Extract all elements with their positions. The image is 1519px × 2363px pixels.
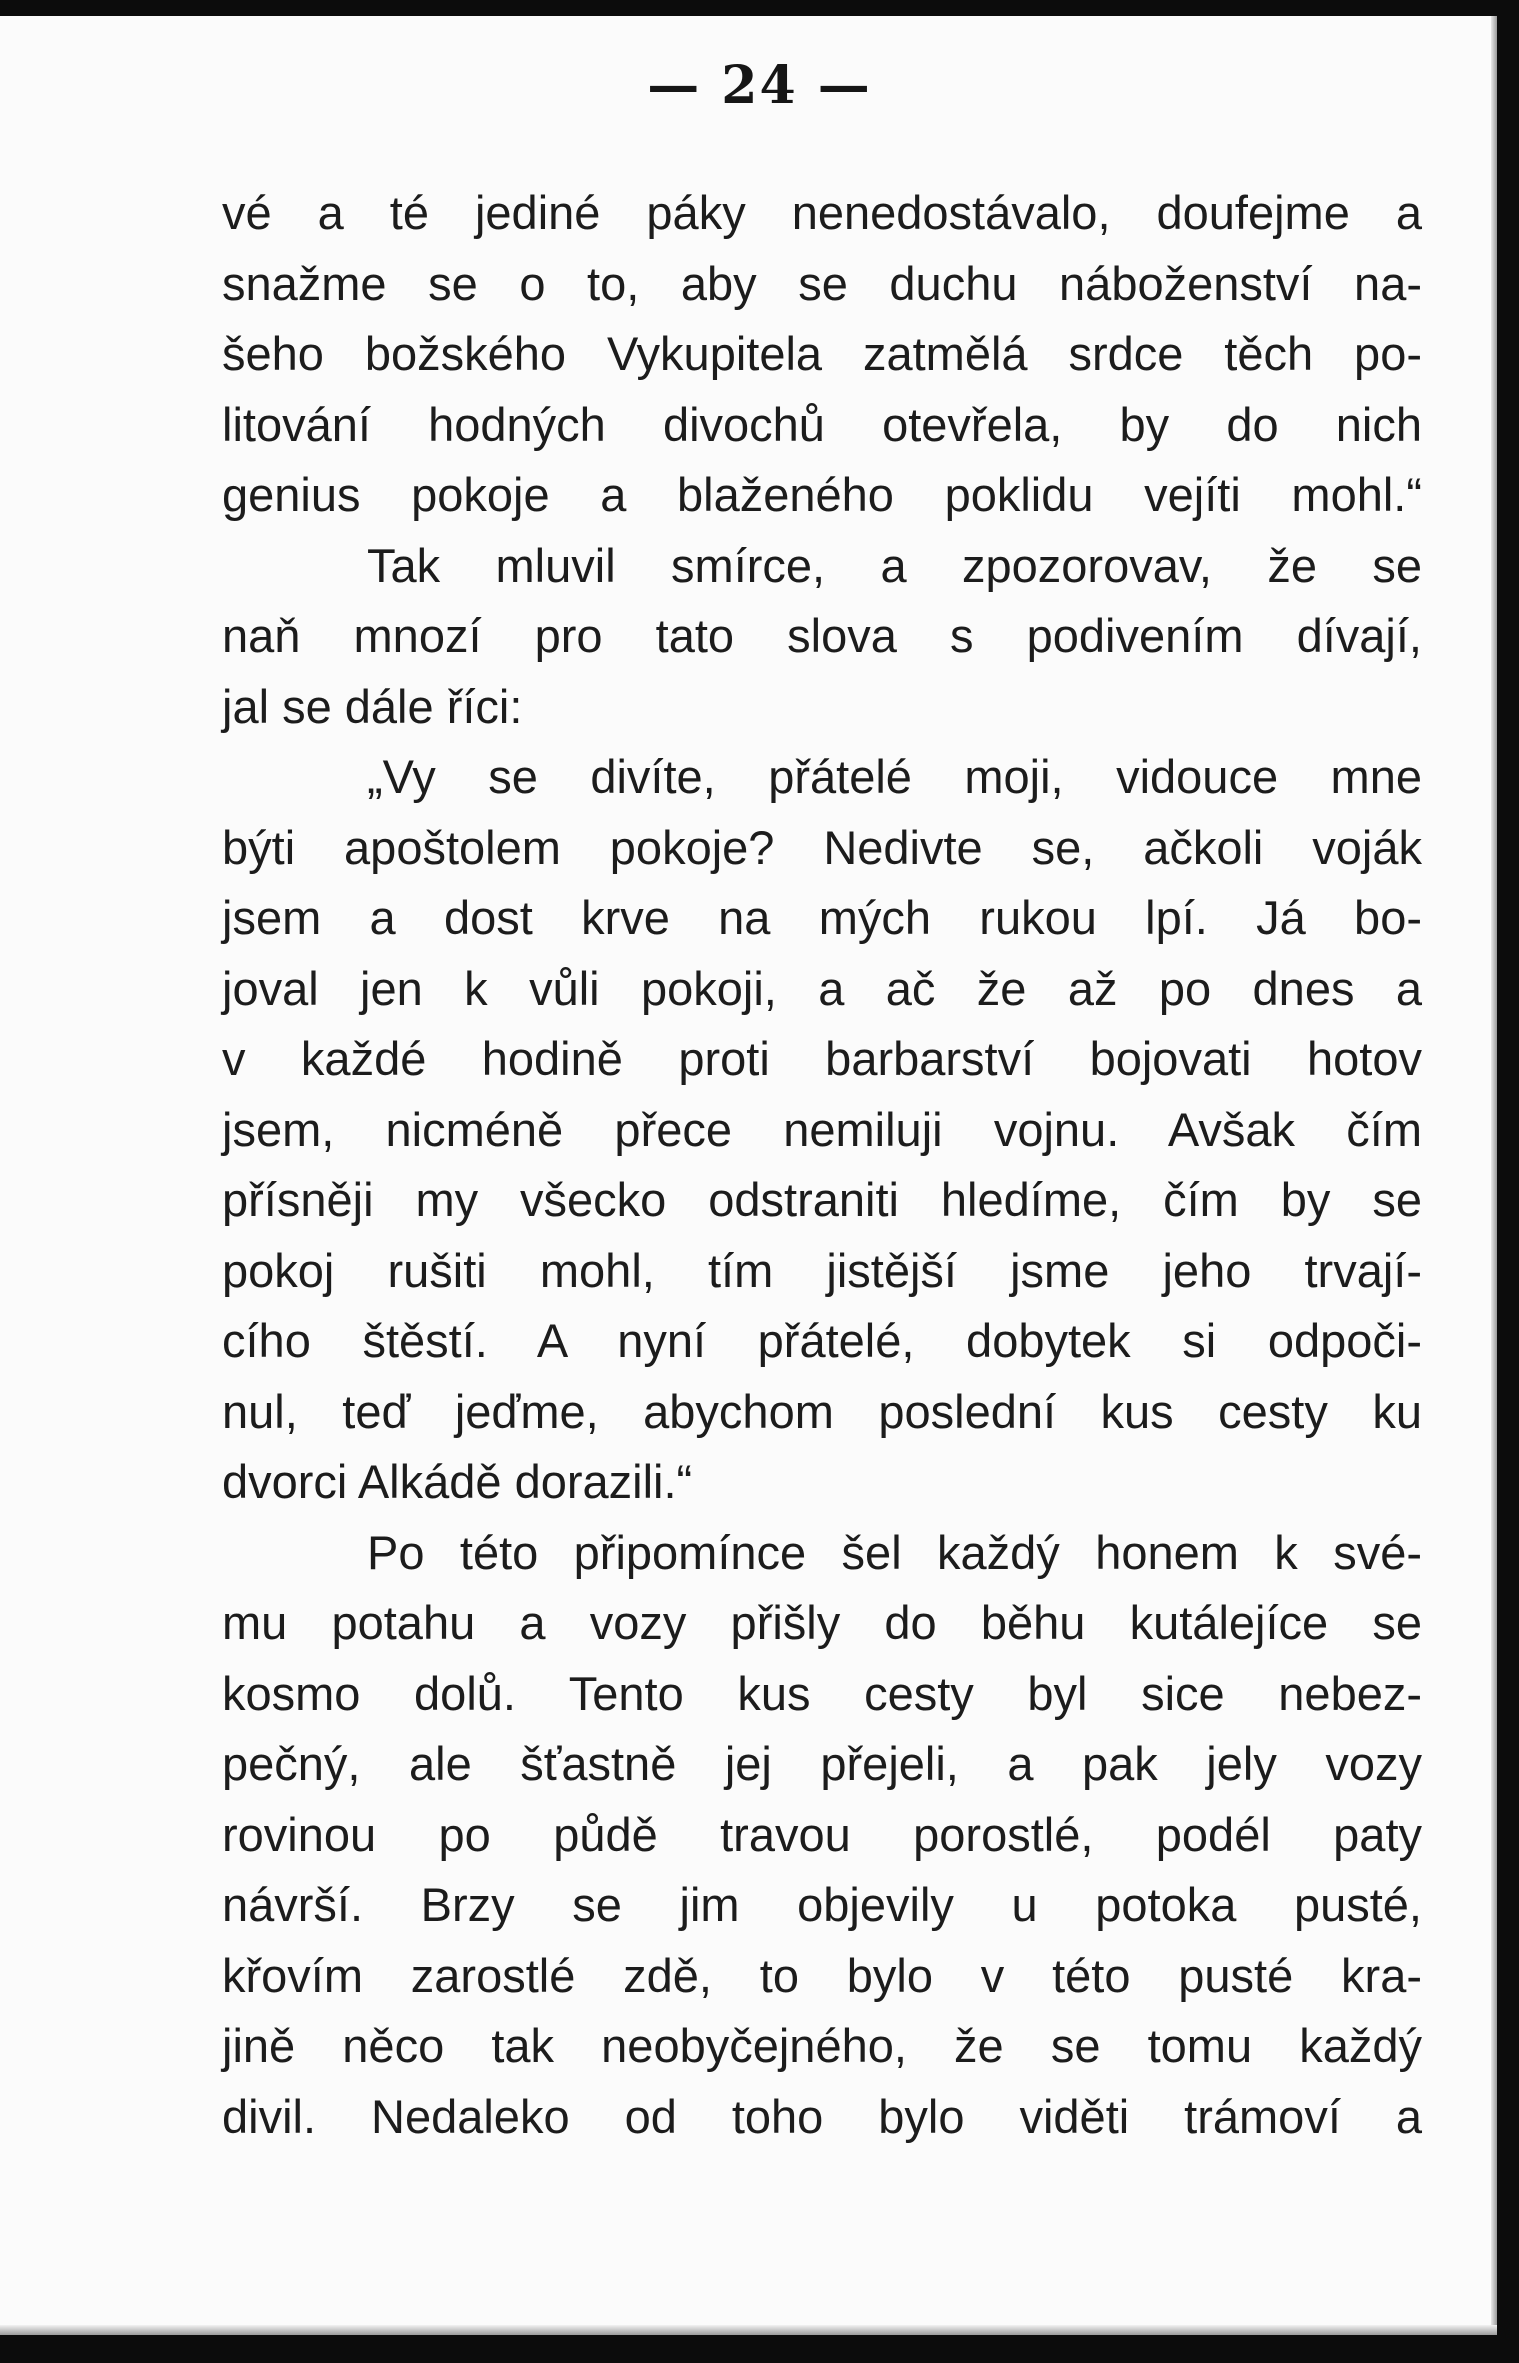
text-line	[222, 1024, 1422, 1095]
text-line-content: Po této připomínce šel každý honem k své-	[367, 1525, 1422, 1579]
text-line	[222, 1236, 1422, 1307]
text-line-content: vé a té jediné páky nenedostávalo, doufejme a	[222, 186, 1422, 239]
text-line-content: joval jen k vůli pokoji, a ač že až po dnes a	[222, 961, 1422, 1015]
text-line	[222, 2011, 1422, 2082]
text-line-content: kosmo dolů. Tento kus cesty byl sice nebez-	[222, 1666, 1422, 1720]
text-line	[222, 178, 1422, 249]
text-line-content: pečný, ale šťastně jej přejeli, a pak jely vozy	[222, 1737, 1422, 1790]
text-line-content: dvorci Alkádě dorazili.“	[222, 1455, 693, 1508]
text-line	[222, 2082, 1422, 2153]
text-line	[222, 601, 1422, 672]
text-line-content: „Vy se divíte, přátelé moji, vidouce mne	[367, 750, 1422, 803]
text-line	[222, 1518, 1422, 1589]
text-line	[222, 1447, 1422, 1518]
text-line	[222, 954, 1422, 1025]
text-line	[222, 249, 1422, 320]
text-line-content: býti apoštolem pokoje? Nedivte se, ačkoli voják	[222, 820, 1422, 874]
body-text	[222, 178, 1422, 2152]
text-line	[222, 1165, 1422, 1236]
page-number: — 24 —	[647, 55, 872, 116]
text-line	[222, 1800, 1422, 1871]
text-line-content: nul, teď jeďme, abychom poslední kus cesty ku	[222, 1384, 1422, 1438]
text-line	[222, 390, 1422, 461]
text-line-content: naň mnozí pro tato slova s podivením dívají,	[222, 609, 1422, 662]
scan-right-border	[1497, 0, 1519, 2363]
text-line	[222, 460, 1422, 531]
scan-bottom-shadow	[0, 2325, 1497, 2335]
text-line	[222, 1870, 1422, 1941]
text-line-content: snažme se o to, aby se duchu náboženství na-	[222, 256, 1422, 310]
text-line	[222, 742, 1422, 813]
text-line	[222, 1306, 1422, 1377]
text-line	[222, 1588, 1422, 1659]
text-line-content: jině něco tak neobyčejného, že se tomu každý	[222, 2019, 1422, 2072]
text-line-content: Tak mluvil smírce, a zpozorovav, že se	[367, 538, 1422, 592]
text-line-content: šeho božského Vykupitela zatmělá srdce těch po-	[222, 327, 1422, 380]
text-line	[222, 813, 1422, 884]
text-line-content: cího štěstí. A nyní přátelé, dobytek si odpoči-	[222, 1314, 1422, 1367]
scan-bottom-border	[0, 2335, 1519, 2363]
text-line	[222, 1941, 1422, 2012]
text-line	[222, 1095, 1422, 1166]
text-line-content: genius pokoje a blaženého poklidu vejíti mohl.“	[222, 468, 1422, 521]
text-line	[222, 1377, 1422, 1448]
text-line	[222, 1729, 1422, 1800]
text-line-content: pokoj rušiti mohl, tím jistější jsme jeho trvají-	[222, 1243, 1422, 1297]
text-line	[222, 883, 1422, 954]
text-line	[222, 531, 1422, 602]
text-line-content: v každé hodině proti barbarství bojovati hotov	[222, 1032, 1422, 1085]
text-line-content: jal se dále říci:	[222, 679, 523, 733]
text-line-content: křovím zarostlé zdě, to bylo v této pusté kra-	[222, 1948, 1422, 2002]
text-line-content: jsem, nicméně přece nemiluji vojnu. Avšak čím	[222, 1102, 1422, 1156]
text-line	[222, 672, 1422, 743]
text-line-content: návrší. Brzy se jim objevily u potoka pusté,	[222, 1878, 1422, 1931]
text-line	[222, 1659, 1422, 1730]
scan-top-border	[0, 0, 1519, 16]
text-line-content: jsem a dost krve na mých rukou lpí. Já bo-	[222, 891, 1422, 944]
text-line	[222, 319, 1422, 390]
text-line-content: rovinou po půdě travou porostlé, podél paty	[222, 1807, 1422, 1861]
text-line-content: divil. Nedaleko od toho bylo viděti trámoví a	[222, 2089, 1422, 2143]
text-line-content: litování hodných divochů otevřela, by do nich	[222, 397, 1422, 451]
text-line-content: mu potahu a vozy přišly do běhu kutálejíce se	[222, 1596, 1422, 1649]
text-line-content: přísněji my všecko odstraniti hledíme, čím by se	[222, 1173, 1422, 1226]
